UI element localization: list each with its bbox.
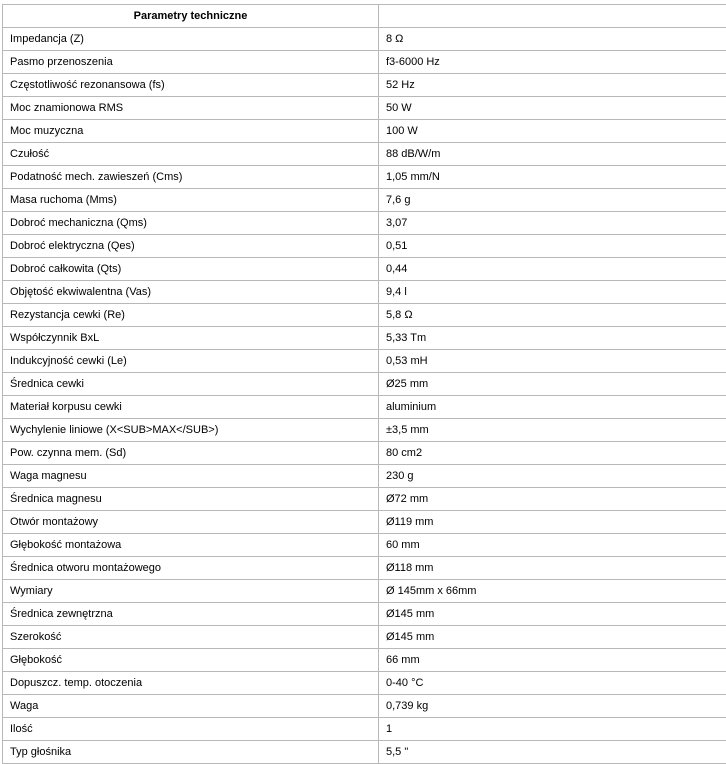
table-row	[3, 465, 726, 488]
parameter-value: 1	[379, 718, 726, 741]
table-row	[3, 396, 726, 419]
parameter-label: Średnica cewki	[3, 373, 379, 396]
table-row	[3, 373, 726, 396]
parameter-label: Wychylenie liniowe (X<SUB>MAX</SUB>)	[3, 419, 379, 442]
table-row	[3, 235, 726, 258]
parameter-value: f3-6000 Hz	[379, 51, 726, 74]
parameter-label: Moc muzyczna	[3, 120, 379, 143]
table-row	[3, 442, 726, 465]
parameter-label: Dobroć elektryczna (Qes)	[3, 235, 379, 258]
parameter-label: Objętość ekwiwalentna (Vas)	[3, 281, 379, 304]
parameter-value: 0,51	[379, 235, 726, 258]
parameter-value: Ø 145mm x 66mm	[379, 580, 726, 603]
table-row	[3, 51, 726, 74]
table-row	[3, 718, 726, 741]
parameter-value: 50 W	[379, 97, 726, 120]
table-row	[3, 281, 726, 304]
table-row	[3, 419, 726, 442]
parameter-value: Ø145 mm	[379, 626, 726, 649]
parameter-value: 60 mm	[379, 534, 726, 557]
parameter-label: Materiał korpusu cewki	[3, 396, 379, 419]
table-row	[3, 557, 726, 580]
parameter-label: Masa ruchoma (Mms)	[3, 189, 379, 212]
technical-parameters-table	[2, 4, 726, 764]
parameter-label: Średnica magnesu	[3, 488, 379, 511]
parameter-label: Pasmo przenoszenia	[3, 51, 379, 74]
parameter-value: 5,33 Tm	[379, 327, 726, 350]
parameter-label: Współczynnik BxL	[3, 327, 379, 350]
parameter-value: 5,8 Ω	[379, 304, 726, 327]
table-header-title: Parametry techniczne	[3, 5, 379, 28]
parameter-label: Waga	[3, 695, 379, 718]
parameter-label: Impedancja (Z)	[3, 28, 379, 51]
parameter-value: 230 g	[379, 465, 726, 488]
parameter-label: Typ głośnika	[3, 741, 379, 764]
table-row	[3, 304, 726, 327]
parameter-label: Dobroć mechaniczna (Qms)	[3, 212, 379, 235]
table-row	[3, 189, 726, 212]
parameter-value: Ø72 mm	[379, 488, 726, 511]
parameter-value: 0-40 °C	[379, 672, 726, 695]
parameter-value: 1,05 mm/N	[379, 166, 726, 189]
parameter-value: 100 W	[379, 120, 726, 143]
table-row	[3, 120, 726, 143]
table-row	[3, 258, 726, 281]
parameter-value: Ø25 mm	[379, 373, 726, 396]
table-row	[3, 74, 726, 97]
table-header-row	[3, 5, 726, 28]
parameter-label: Indukcyjność cewki (Le)	[3, 350, 379, 373]
parameter-value: 80 cm2	[379, 442, 726, 465]
table-row	[3, 28, 726, 51]
table-body	[3, 5, 726, 764]
table-row	[3, 511, 726, 534]
table-row	[3, 212, 726, 235]
parameter-label: Ilość	[3, 718, 379, 741]
parameter-value: 0,739 kg	[379, 695, 726, 718]
table-row	[3, 327, 726, 350]
parameter-value: 0,44	[379, 258, 726, 281]
parameter-value: 3,07	[379, 212, 726, 235]
parameter-value: Ø118 mm	[379, 557, 726, 580]
parameter-label: Rezystancja cewki (Re)	[3, 304, 379, 327]
parameter-label: Głębokość	[3, 649, 379, 672]
table-header-value	[379, 5, 726, 28]
table-row	[3, 166, 726, 189]
parameter-value: 8 Ω	[379, 28, 726, 51]
table-row	[3, 672, 726, 695]
table-row	[3, 143, 726, 166]
table-row	[3, 97, 726, 120]
parameter-value: 52 Hz	[379, 74, 726, 97]
parameter-value: Ø145 mm	[379, 603, 726, 626]
parameter-label: Częstotliwość rezonansowa (fs)	[3, 74, 379, 97]
parameter-value: 5,5 "	[379, 741, 726, 764]
table-row	[3, 580, 726, 603]
parameter-label: Głębokość montażowa	[3, 534, 379, 557]
parameter-label: Szerokość	[3, 626, 379, 649]
table-row	[3, 350, 726, 373]
table-row	[3, 488, 726, 511]
table-row	[3, 626, 726, 649]
parameter-label: Waga magnesu	[3, 465, 379, 488]
parameter-value: 66 mm	[379, 649, 726, 672]
parameter-label: Otwór montażowy	[3, 511, 379, 534]
table-row	[3, 603, 726, 626]
table-row	[3, 649, 726, 672]
table-row	[3, 741, 726, 764]
parameter-value: ±3,5 mm	[379, 419, 726, 442]
table-row	[3, 695, 726, 718]
parameter-label: Średnica otworu montażowego	[3, 557, 379, 580]
parameter-label: Czułość	[3, 143, 379, 166]
parameter-value: 7,6 g	[379, 189, 726, 212]
parameter-value: 88 dB/W/m	[379, 143, 726, 166]
table-row	[3, 534, 726, 557]
parameter-value: aluminium	[379, 396, 726, 419]
parameter-label: Dopuszcz. temp. otoczenia	[3, 672, 379, 695]
parameter-label: Średnica zewnętrzna	[3, 603, 379, 626]
parameter-label: Moc znamionowa RMS	[3, 97, 379, 120]
parameter-value: Ø119 mm	[379, 511, 726, 534]
parameter-label: Dobroć całkowita (Qts)	[3, 258, 379, 281]
parameter-value: 9,4 l	[379, 281, 726, 304]
parameter-label: Wymiary	[3, 580, 379, 603]
parameter-label: Podatność mech. zawieszeń (Cms)	[3, 166, 379, 189]
parameter-value: 0,53 mH	[379, 350, 726, 373]
parameter-label: Pow. czynna mem. (Sd)	[3, 442, 379, 465]
